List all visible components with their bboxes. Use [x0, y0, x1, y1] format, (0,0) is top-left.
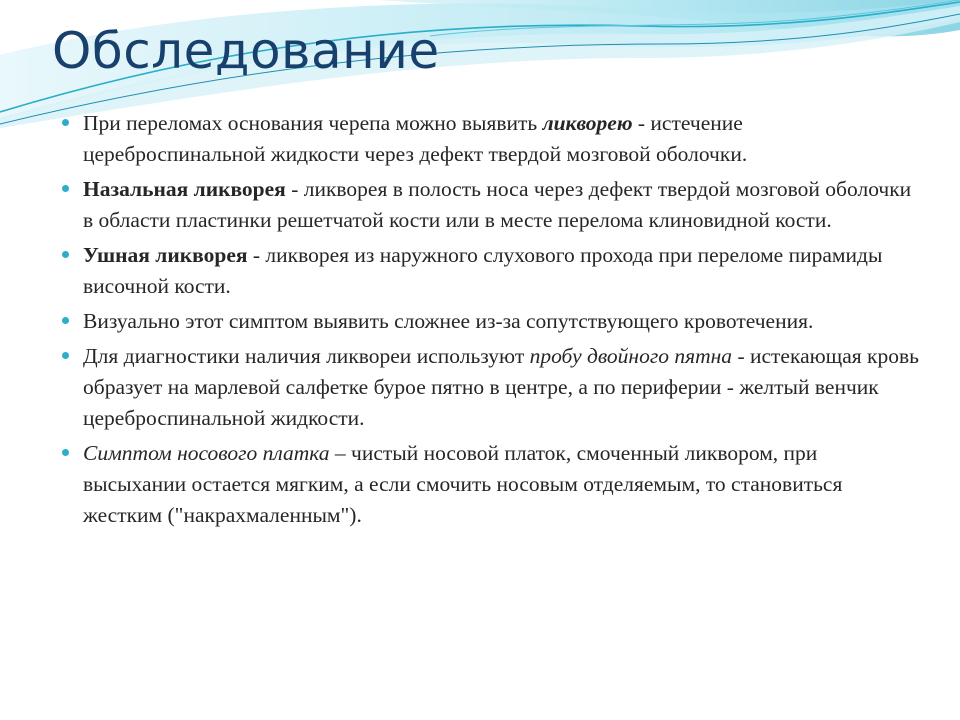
bullet-emphasis: ликворею: [542, 111, 633, 135]
bullet-item: [60, 306, 920, 337]
bullet-item: [60, 240, 920, 302]
bullet-text: - ликворея в полость носа через дефект твердой мозговой оболочки в области пластинки решетчатой кости или в месте перелома клиновидной кости.: [83, 177, 912, 232]
bullet-emphasis: пробу двойного пятна: [529, 344, 733, 368]
bullet-dot-icon: [62, 185, 69, 192]
bullet-text: – чистый носовой платок, смоченный ликвором, при высыхании остается мягким, а если смочить носовым отделяемым, то становиться жестким ("накрахмаленным").: [83, 441, 843, 527]
bullet-list: [60, 108, 920, 535]
bullet-item: [60, 438, 920, 531]
bullet-item: [60, 108, 920, 170]
bullet-term: Назальная ликворея: [83, 177, 286, 201]
bullet-item: [60, 174, 920, 236]
bullet-emphasis: Симптом носового платка: [83, 441, 330, 465]
bullet-dot-icon: [62, 317, 69, 324]
bullet-text: - ликворея из наружного слухового прохода при переломе пирамиды височной кости.: [83, 243, 883, 298]
bullet-text-cont: - истекающая кровь образует на марлевой салфетке бурое пятно в центре, а по периферии - желтый венчик цереброспинальной жидкости.: [83, 344, 919, 430]
slide-title: Обследование: [52, 22, 440, 80]
bullet-dot-icon: [62, 251, 69, 258]
bullet-dot-icon: [62, 119, 69, 126]
bullet-term: Ушная ликворея: [83, 243, 248, 267]
bullet-text: При переломах основания черепа можно выявить: [83, 111, 543, 135]
bullet-text-cont: - истечение цереброспинальной жидкости через дефект твердой мозговой оболочки.: [83, 111, 748, 166]
bullet-dot-icon: [62, 449, 69, 456]
bullet-item: [60, 341, 920, 434]
bullet-dot-icon: [62, 352, 69, 359]
bullet-text: Визуально этот симптом выявить сложнее из-за сопутствующего кровотечения.: [83, 309, 814, 333]
bullet-text: Для диагностики наличия ликвореи используют: [83, 344, 530, 368]
